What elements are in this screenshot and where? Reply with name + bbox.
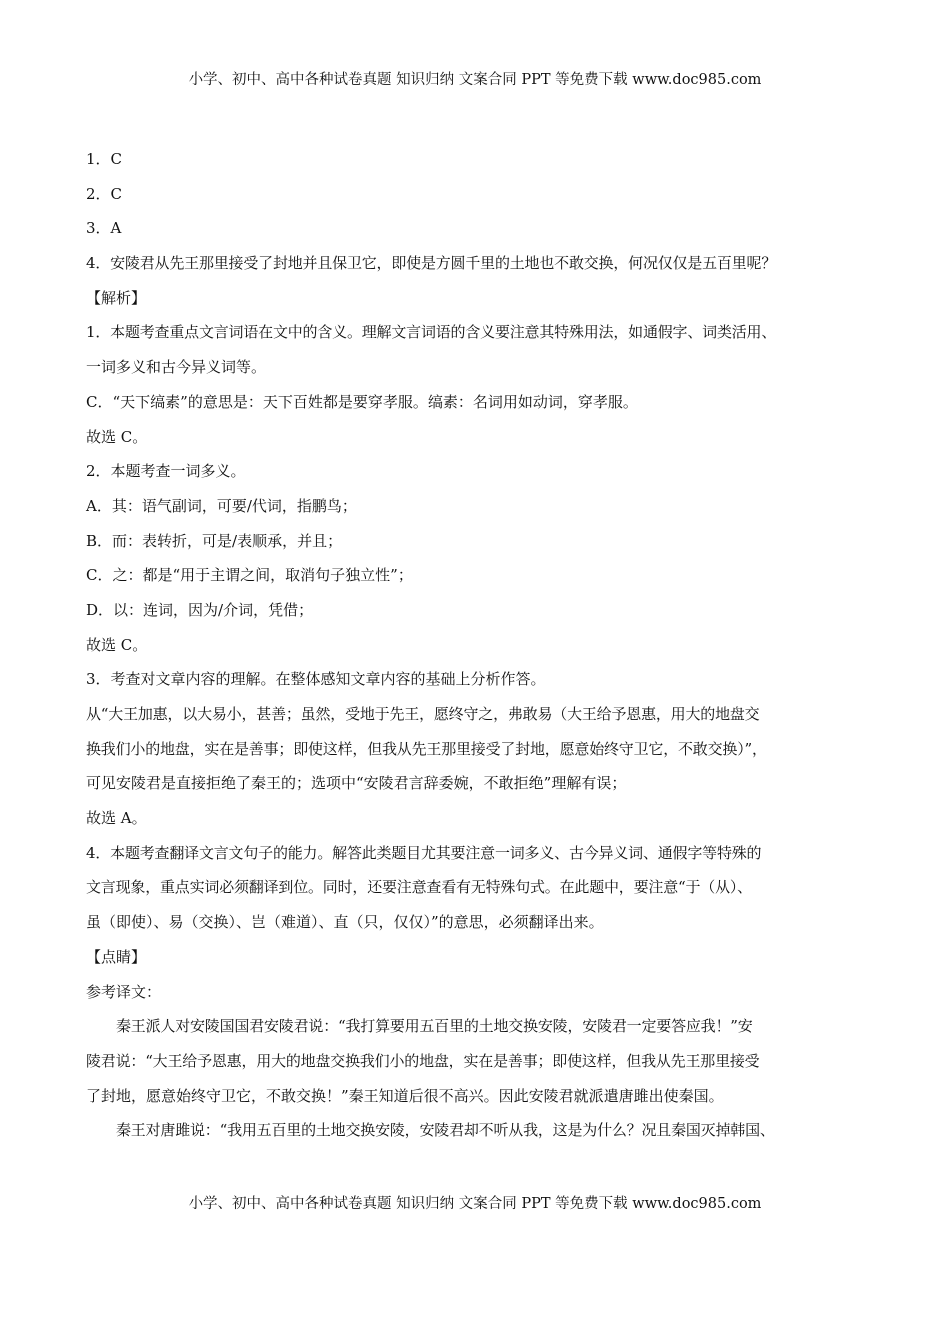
analysis-line: A．其：语气副词，可要/代词，指鹏鸟； bbox=[86, 496, 357, 515]
analysis-line: 2．本题考查一词多义。 bbox=[86, 462, 246, 481]
analysis-heading: 【解析】 bbox=[86, 288, 147, 307]
analysis-line: 故选 C。 bbox=[86, 635, 148, 654]
answer-line-1: 1．C bbox=[86, 150, 123, 168]
analysis-line: 文言现象，重点实词必须翻译到位。同时，还要注意查看有无特殊句式。在此题中，要注意“于（从）、 bbox=[86, 878, 752, 897]
translation-label: 参考译文： bbox=[86, 982, 162, 1001]
analysis-line: 换我们小的地盘，实在是善事；即使这样，但我从先王那里接受了封地，愿意始终守卫它，不敢交换）”， bbox=[86, 739, 767, 758]
answer-line-4: 4．安陵君从先王那里接受了封地并且保卫它，即使是方圆千里的土地也不敢交换，何况仅仅是五百里呢？ bbox=[86, 254, 777, 273]
analysis-line: 可见安陵君是直接拒绝了秦王的；选项中“安陵君言辞委婉，不敢拒绝”理解有误； bbox=[86, 774, 627, 793]
analysis-line: 一词多义和古今异义词等。 bbox=[86, 358, 267, 377]
page-header: 小学、初中、高中各种试卷真题 知识归纳 文案合同 PPT 等免费下载 www.doc985.com bbox=[188, 72, 762, 88]
translation-line: 秦王对唐雎说：“我用五百里的土地交换安陵，安陵君却不听从我，这是为什么？况且秦国灭掉韩国、 bbox=[116, 1121, 775, 1140]
analysis-line: C．之：都是“用于主谓之间，取消句子独立性”； bbox=[86, 566, 413, 585]
notes-heading: 【点睛】 bbox=[86, 947, 147, 966]
translation-line: 秦王派人对安陵国国君安陵君说：“我打算要用五百里的土地交换安陵，安陵君一定要答应我！”安 bbox=[116, 1017, 753, 1036]
translation-line: 了封地，愿意始终守卫它，不敢交换！”秦王知道后很不高兴。因此安陵君就派遣唐雎出使秦国。 bbox=[86, 1086, 724, 1105]
analysis-line: C．“天下缟素”的意思是：天下百姓都是要穿孝服。缟素：名词用如动词，穿孝服。 bbox=[86, 392, 638, 411]
analysis-line: 故选 A。 bbox=[86, 809, 147, 828]
analysis-line: 1．本题考查重点文言词语在文中的含义。理解文言词语的含义要注意其特殊用法，如通假字、词类活用、 bbox=[86, 323, 777, 342]
analysis-line: D．以：连词，因为/介词，凭借； bbox=[86, 600, 314, 619]
document-body bbox=[86, 142, 876, 1148]
analysis-line: 4．本题考查翻译文言文句子的能力。解答此类题目尤其要注意一词多义、古今异义词、通假字等特殊的 bbox=[86, 843, 762, 862]
analysis-line: 从“大王加惠，以大易小，甚善；虽然，受地于先王，愿终守之，弗敢易（大王给予恩惠，用大的地盘交 bbox=[86, 705, 760, 723]
analysis-line: 故选 C。 bbox=[86, 427, 148, 446]
analysis-line: 虽（即使）、易（交换）、岂（难道）、直（只，仅仅）”的意思，必须翻译出来。 bbox=[86, 913, 604, 932]
translation-line: 陵君说：“大王给予恩惠，用大的地盘交换我们小的地盘，实在是善事；即使这样，但我从先王那里接受 bbox=[86, 1051, 760, 1070]
answer-line-3: 3．A bbox=[86, 219, 122, 238]
analysis-line: B．而：表转折，可是/表顺承，并且； bbox=[86, 531, 343, 550]
page-footer: 小学、初中、高中各种试卷真题 知识归纳 文案合同 PPT 等免费下载 www.doc985.com bbox=[188, 1196, 762, 1212]
analysis-line: 3．考查对文章内容的理解。在整体感知文章内容的基础上分析作答。 bbox=[86, 670, 546, 689]
answer-line-2: 2．C bbox=[86, 184, 123, 203]
